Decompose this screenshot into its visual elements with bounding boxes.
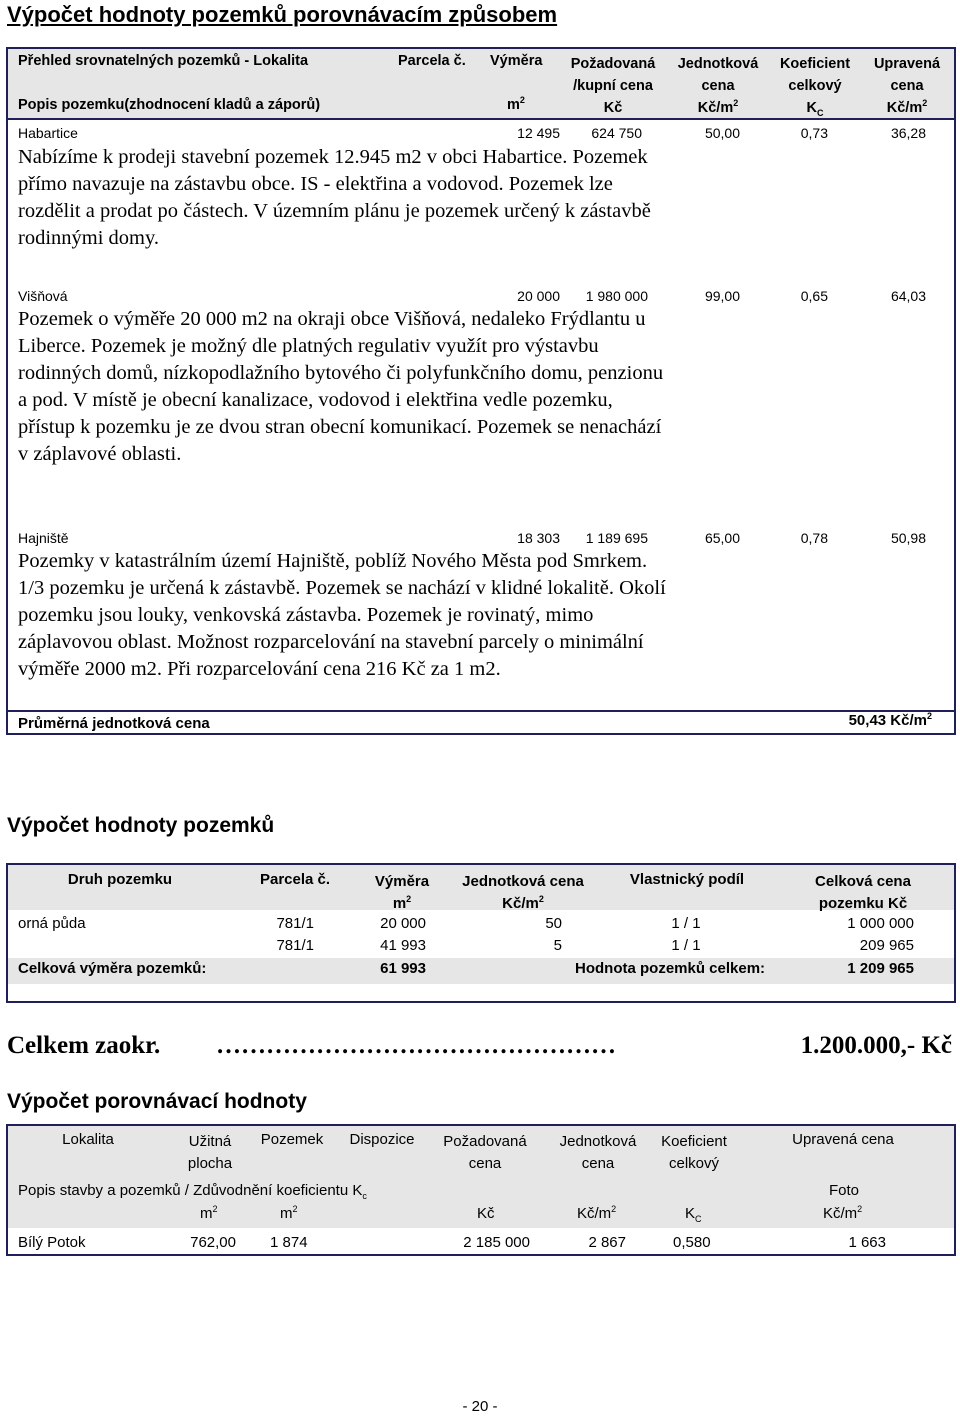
comparative-row-plot: 1 874: [270, 1234, 308, 1251]
row-unit-price: 99,00: [704, 288, 740, 304]
header-description: Popis pozemku(zhodnocení kladů a záporů): [18, 97, 321, 113]
row-coefficient: 0,65: [800, 288, 828, 304]
row-locality: Habartice: [18, 125, 78, 141]
average-value: 50,43 $Kč/m^2$: [848, 711, 932, 729]
header-area-unit: $m^2$: [507, 95, 525, 113]
row-price: 624 750: [591, 125, 642, 141]
header-coefficient: Koeficient celkový $K_C$: [779, 56, 851, 118]
valuation-total-area-label: Celková výměra pozemků:: [18, 960, 207, 977]
comparative-unit-adjusted: $Kč/m^2$: [823, 1204, 863, 1222]
valuation-row-parcel: 781/1: [276, 915, 314, 932]
comparative-title: Výpočet porovnávací hodnoty: [7, 1090, 307, 1113]
comparative-row-locality: Bílý Potok: [18, 1234, 86, 1251]
comparative-header-locality: Lokalita: [62, 1131, 114, 1148]
valuation-total-area: 61 993: [380, 960, 426, 977]
comparative-row-price: 2 185 000: [463, 1234, 530, 1251]
valuation-row-area: 41 993: [380, 937, 426, 954]
valuation-header-type: Druh pozemku: [67, 871, 173, 888]
rounded-label: Celkem zaokr.: [7, 1032, 161, 1059]
valuation-header-unit-price: Jednotková cena $Kč/m^2$: [462, 873, 584, 912]
comparative-row-unit: 2 867: [588, 1234, 626, 1251]
valuation-row-area: 20 000: [380, 915, 426, 932]
comparative-unit-unit: $Kč/m^2$: [577, 1204, 617, 1222]
row-description: Pozemek o výměře 20 000 m2 na okraji obce Višňová, nedaleko Frýdlantu u Liberce. Pozemek je možný dle platných regulativ využít pro výstavbu rodinných domů, nízkopodlažního bytového či polyfunkčního domu, penzionu a pod. V místě je obecní kanalizace, vodovod i elektřina vedle pozemku, přístup k pozemku je ze dvou stran obecní komunikací. Pozemek se nenachází v záplavové oblasti.: [18, 308, 664, 465]
comparative-header-used: Užitná plocha: [187, 1133, 233, 1172]
comparative-header-price: Požadovaná cena: [443, 1133, 527, 1172]
row-unit-price: 50,00: [704, 125, 740, 141]
row-coefficient: 0,78: [800, 530, 828, 546]
header-locality: Přehled srovnatelných pozemků - Lokalita: [18, 53, 309, 69]
valuation-row-parcel: 781/1: [276, 937, 314, 954]
comparative-header-adjusted: Upravená cena: [792, 1131, 894, 1148]
valuation-total-value: 1 209 965: [847, 960, 914, 977]
row-unit-price: 65,00: [704, 530, 740, 546]
valuation-header-parcel: Parcela č.: [259, 871, 331, 888]
valuation-title: Výpočet hodnoty pozemků: [7, 814, 275, 837]
valuation-header-area: Výměra $m^2$: [374, 873, 430, 912]
valuation-row-type: orná půda: [18, 915, 86, 932]
header-unit-price: Jednotková cena $Kč/m^2$: [677, 56, 759, 116]
valuation-total-value-label: Hodnota pozemků celkem:: [575, 960, 766, 977]
row-locality: Hajniště: [18, 530, 69, 546]
header-adjusted-price: Upravená cena $Kč/m^2$: [873, 56, 941, 116]
valuation-header-total: Celková cena pozemku Kč: [815, 873, 911, 912]
page-title: Výpočet hodnoty pozemků porovnávacím způsobem: [7, 2, 558, 27]
comparative-header-unit: Jednotková cena: [559, 1133, 637, 1172]
row-description: Nabízíme k prodeji stavební pozemek 12.945 m2 v obci Habartice. Pozemek přímo navazuje na zástavbu obce. IS - elektřina a vodovod. Pozemek lze rozdělit a prodat po částech. V územním plánu je pozemek určený k zástavbě rodinnými domy.: [18, 146, 651, 249]
header-area: Výměra: [490, 53, 543, 69]
valuation-row-unit: 5: [553, 937, 562, 954]
row-adjusted: 50,98: [890, 530, 926, 546]
valuation-row-total: 1 000 000: [847, 915, 914, 932]
comparative-header-description: Popis stavby a pozemků / Zdůvodnění koeficientu $K_c$: [18, 1182, 367, 1201]
page-number: - 20 -: [462, 1398, 498, 1415]
row-locality: Višňová: [18, 288, 68, 304]
valuation-row-total: 209 965: [859, 937, 914, 954]
valuation-row-share: 1 / 1: [671, 915, 701, 932]
comparative-header-photo: Foto: [828, 1182, 859, 1199]
comparative-row-adjusted: 1 663: [848, 1234, 886, 1251]
valuation-header-share: Vlastnický podíl: [629, 871, 745, 888]
row-coefficient: 0,73: [800, 125, 828, 141]
valuation-row-unit: 50: [545, 915, 562, 932]
header-price: Požadovaná /kupní cena Kč: [570, 56, 656, 116]
comparative-unit-used: $m^2$: [200, 1204, 218, 1222]
row-price: 1 189 695: [585, 530, 648, 546]
comparative-header-layout: Dispozice: [349, 1131, 415, 1148]
average-label: Průměrná jednotková cena: [18, 715, 210, 732]
row-adjusted: 36,28: [890, 125, 926, 141]
comparative-unit-plot: $m^2$: [280, 1204, 298, 1222]
comparative-header-plot: Pozemek: [260, 1131, 324, 1148]
row-description: Pozemky v katastrálním území Hajniště, poblíž Nového Města pod Smrkem. 1/3 pozemku je určená k zástavbě. Pozemek se nachází v klidné lokalitě. Okolí pozemku jsou louky, venkovská zástavba. Pozemek je rovinatý, mimo záplavovou oblast. Možnost rozparcelování na stavební parcely o minimální výměře 2000 m2. Při rozparcelování cena 216 Kč za 1 m2.: [18, 550, 666, 680]
comparative-row-used: 762,00: [190, 1234, 236, 1251]
row-adjusted: 64,03: [890, 288, 926, 304]
row-price: 1 980 000: [585, 288, 648, 304]
rounded-value: 1.200.000,- Kč: [800, 1032, 952, 1059]
comparative-row-coef: 0,580: [673, 1234, 711, 1251]
header-parcel: Parcela č.: [398, 53, 466, 69]
row-area: 20 000: [517, 288, 560, 304]
comparative-unit-price: Kč: [477, 1205, 495, 1222]
row-area: 12 495: [517, 125, 560, 141]
rounded-dots: …………………………………………: [216, 1032, 616, 1059]
comparative-unit-coef: $K_C$: [685, 1205, 702, 1224]
valuation-row-share: 1 / 1: [671, 937, 701, 954]
row-area: 18 303: [517, 530, 560, 546]
comparative-header-coef: Koeficient celkový: [661, 1133, 727, 1172]
